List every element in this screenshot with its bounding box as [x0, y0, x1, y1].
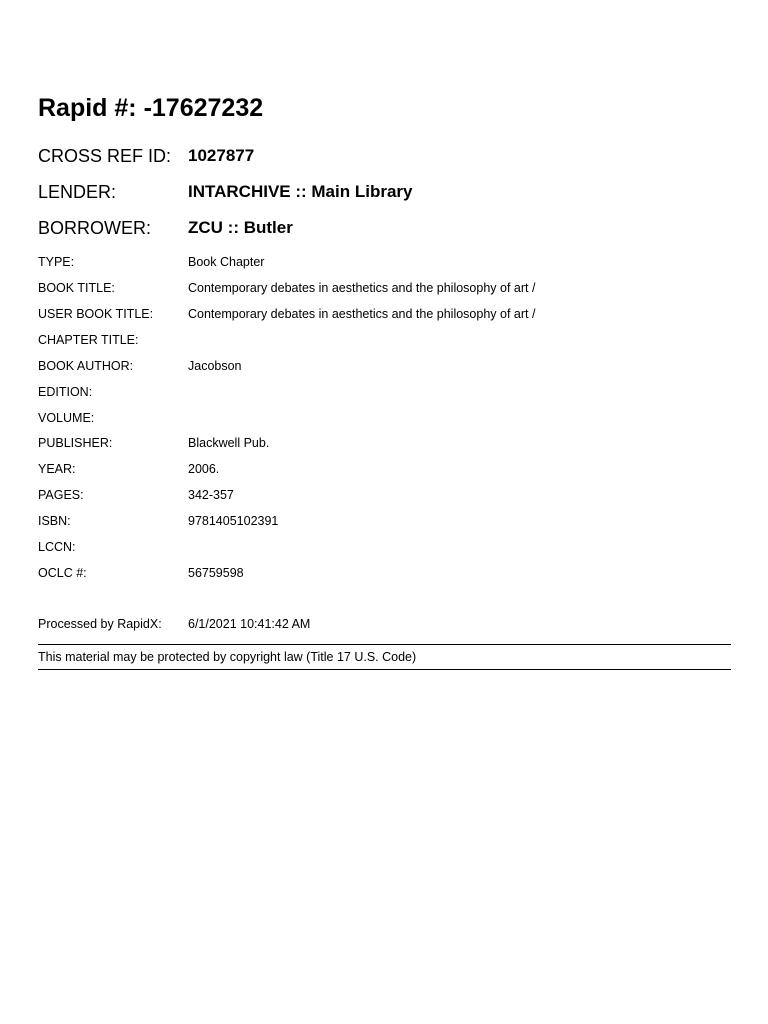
cross-ref-value: 1027877 [188, 146, 255, 165]
field-label: BOOK TITLE: [38, 281, 115, 295]
field-value: 56759598 [188, 566, 244, 580]
field-label: VOLUME: [38, 411, 95, 425]
cross-ref-label: CROSS REF ID: [38, 146, 172, 166]
field-value: Book Chapter [188, 255, 265, 269]
top-divider [38, 644, 731, 645]
bottom-divider [38, 669, 731, 670]
field-label: ISBN: [38, 514, 71, 528]
field-label: YEAR: [38, 462, 76, 476]
rapid-number-title: Rapid #: -17627232 [38, 94, 264, 122]
field-label: USER BOOK TITLE: [38, 307, 154, 321]
field-row-pages [38, 486, 731, 504]
processed-row [38, 615, 731, 633]
field-label: CHAPTER TITLE: [38, 333, 139, 347]
field-label: TYPE: [38, 255, 75, 269]
field-value: Contemporary debates in aesthetics and the philosophy of art / [188, 281, 536, 295]
field-label: EDITION: [38, 385, 93, 399]
field-row-volume [38, 409, 731, 427]
field-label: PAGES: [38, 488, 84, 502]
cross-ref-row [38, 144, 731, 168]
field-row-isbn [38, 512, 731, 530]
processed-label: Processed by RapidX: [38, 617, 162, 631]
processed-timestamp: 6/1/2021 10:41:42 AM [188, 617, 311, 631]
field-row-book-title [38, 279, 731, 297]
field-label: LCCN: [38, 540, 76, 554]
field-value: 2006. [188, 462, 220, 476]
field-row-publisher [38, 434, 731, 452]
borrower-value: ZCU :: Butler [188, 218, 293, 237]
field-value: 9781405102391 [188, 514, 279, 528]
field-row-lccn [38, 538, 731, 556]
field-value: Jacobson [188, 359, 242, 373]
field-value: Blackwell Pub. [188, 436, 270, 450]
field-row-type [38, 253, 731, 271]
field-row-edition [38, 383, 731, 401]
field-row-oclc [38, 564, 731, 582]
borrower-label: BORROWER: [38, 218, 152, 238]
lender-value: INTARCHIVE :: Main Library [188, 182, 413, 201]
field-row-chapter-title [38, 331, 731, 349]
field-value: Contemporary debates in aesthetics and the philosophy of art / [188, 307, 536, 321]
field-row-user-book-title [38, 305, 731, 323]
field-row-book-author [38, 357, 731, 375]
borrower-row [38, 216, 731, 240]
field-label: BOOK AUTHOR: [38, 359, 134, 373]
copyright-notice: This material may be protected by copyright law (Title 17 U.S. Code) [38, 650, 417, 664]
field-label: OCLC #: [38, 566, 87, 580]
field-row-year [38, 460, 731, 478]
field-label: PUBLISHER: [38, 436, 113, 450]
field-value: 342-357 [188, 488, 234, 502]
lender-label: LENDER: [38, 182, 117, 202]
lender-row [38, 180, 731, 204]
